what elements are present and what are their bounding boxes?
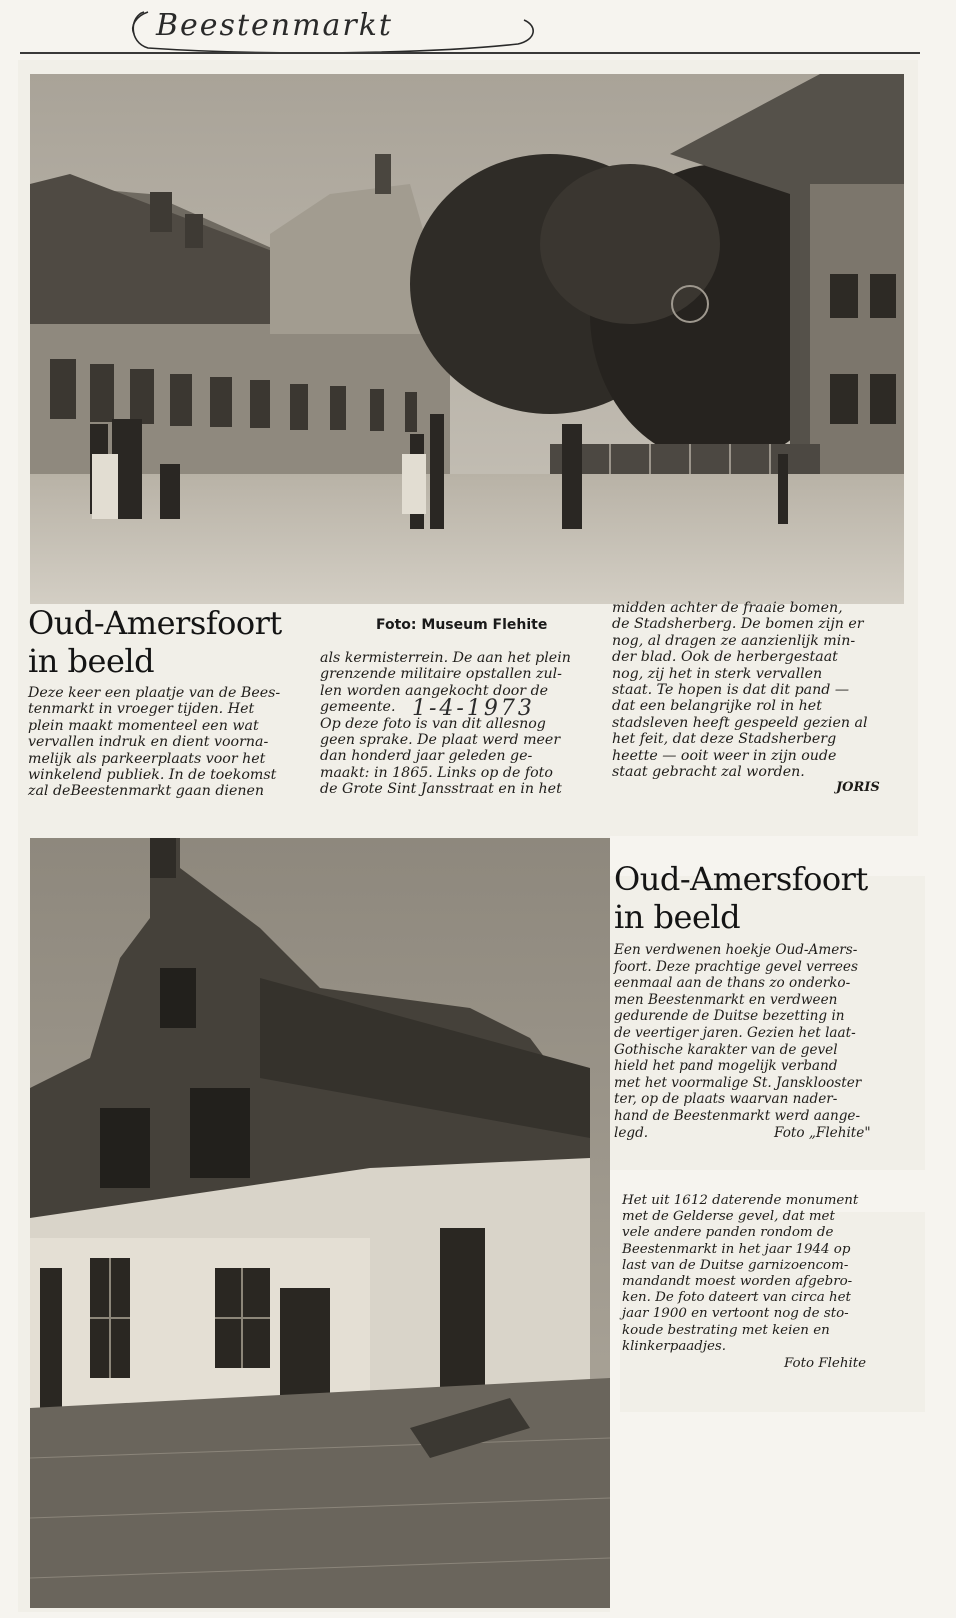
text-line: nog, al dragen ze aanzienlijk min- <box>612 632 856 649</box>
text-line: nog, zij het in sterk vervallen <box>612 665 823 682</box>
text-line: gemeente. <box>320 699 396 716</box>
text-line: staat gebracht zal worden. <box>612 764 805 781</box>
article1-column-2 <box>320 650 571 798</box>
article2-body <box>614 942 861 1141</box>
text-line: vele andere panden rondom de <box>622 1225 834 1241</box>
text-line: melijk als parkeerplaats voor het <box>28 750 266 767</box>
photo-beestenmarkt-1865 <box>30 74 904 604</box>
article1-column-1 <box>28 685 280 800</box>
text-line: zal deBeestenmarkt gaan dienen <box>28 783 265 800</box>
handwritten-date: 1-4-1973 <box>412 696 535 721</box>
text-line: de Grote Sint Jansstraat en in het <box>320 781 562 798</box>
article3-body <box>622 1193 858 1355</box>
text-line: heette — ooit weer in zijn oude <box>612 747 837 764</box>
text-line: ken. De foto dateert van circa het <box>622 1290 851 1306</box>
photo-house-image <box>30 838 610 1608</box>
text-line: grenzende militaire opstallen zul- <box>320 666 562 683</box>
text-line: de Stadsherberg. De bomen zijn er <box>612 616 864 633</box>
text-line: maakt: in 1865. Links op de foto <box>320 764 553 781</box>
photo-square-image <box>30 74 904 604</box>
text-line: de veertiger jaren. Gezien het laat- <box>614 1024 856 1041</box>
text-line: dat een belangrijke rol in het <box>612 698 822 715</box>
text-line: gedurende de Duitse bezetting in <box>614 1008 845 1025</box>
text-line: last van de Duitse garnizoencom- <box>622 1257 849 1273</box>
article1-headline <box>28 604 282 680</box>
text-line: koude bestrating met keien en <box>622 1322 830 1338</box>
article1-photo-credit: Foto: Museum Flehite <box>376 617 548 633</box>
text-line: staat. Te hopen is dat dit pand — <box>612 682 850 699</box>
handwritten-title <box>126 4 546 56</box>
article3-credit: Foto Flehite <box>784 1356 867 1371</box>
text-line: Op deze foto is van dit allesnog <box>320 715 546 732</box>
text-line: stadsleven heeft gespeeld gezien al <box>612 714 868 731</box>
text-line: plein maakt momenteel een wat <box>28 717 259 734</box>
text-line: len worden aangekocht door de <box>320 682 549 699</box>
text-line: Het uit 1612 daterende monument <box>622 1193 859 1208</box>
text-line: midden achter de fraaie bomen, <box>612 600 843 616</box>
text-line: Deze keer een plaatje van de Bees- <box>28 685 281 701</box>
text-line: geen sprake. De plaat werd meer <box>320 732 561 749</box>
article2-headline <box>614 860 868 936</box>
text-line: met het voormalige St. Jansklooster <box>614 1074 862 1091</box>
text-line: ter, op de plaats waarvan nader- <box>614 1091 838 1108</box>
handwritten-title-text: Beestenmarkt <box>156 8 393 43</box>
article1-headline-line2: in beeld <box>28 642 155 680</box>
article1-column-3 <box>612 600 867 780</box>
photo-gabled-house <box>30 838 610 1608</box>
text-line: der blad. Ook de herbergestaat <box>612 649 838 666</box>
text-line: Een verdwenen hoekje Oud-Amers- <box>614 942 858 958</box>
text-line: legd. <box>614 1124 649 1141</box>
text-line: tenmarkt in vroeger tijden. Het <box>28 701 255 718</box>
text-line: hand de Beestenmarkt werd aange- <box>614 1107 861 1124</box>
text-line: jaar 1900 en vertoont nog de sto- <box>622 1306 849 1322</box>
top-rule <box>20 52 920 54</box>
article1-headline-line1: Oud-Amersfoort <box>28 604 282 642</box>
text-line: Beestenmarkt in het jaar 1944 op <box>622 1241 851 1257</box>
text-line: het feit, dat deze Stadsherberg <box>612 731 837 748</box>
text-line: vervallen indruk en dient voorna- <box>28 734 269 751</box>
article2-credit: Foto „Flehite" <box>774 1125 871 1141</box>
text-line: met de Gelderse gevel, dat met <box>622 1209 835 1225</box>
text-line: Gothische karakter van de gevel <box>614 1041 838 1058</box>
text-line: dan honderd jaar geleden ge- <box>320 748 533 765</box>
article1-signature: JORIS <box>836 780 880 795</box>
text-line: winkelend publiek. In de toekomst <box>28 767 277 784</box>
article2-headline-line2: in beeld <box>614 898 741 936</box>
text-line: klinkerpaadjes. <box>622 1338 727 1354</box>
text-line: als kermisterrein. De aan het plein <box>320 650 571 666</box>
text-line: foort. Deze prachtige gevel verrees <box>614 958 858 975</box>
text-line: hield het pand mogelijk verband <box>614 1058 838 1075</box>
text-line: eenmaal aan de thans zo onderko- <box>614 975 851 992</box>
text-line: mandandt moest worden afgebro- <box>622 1274 853 1290</box>
text-line: men Beestenmarkt en verdween <box>614 991 838 1008</box>
article2-headline-line1: Oud-Amersfoort <box>614 860 868 898</box>
